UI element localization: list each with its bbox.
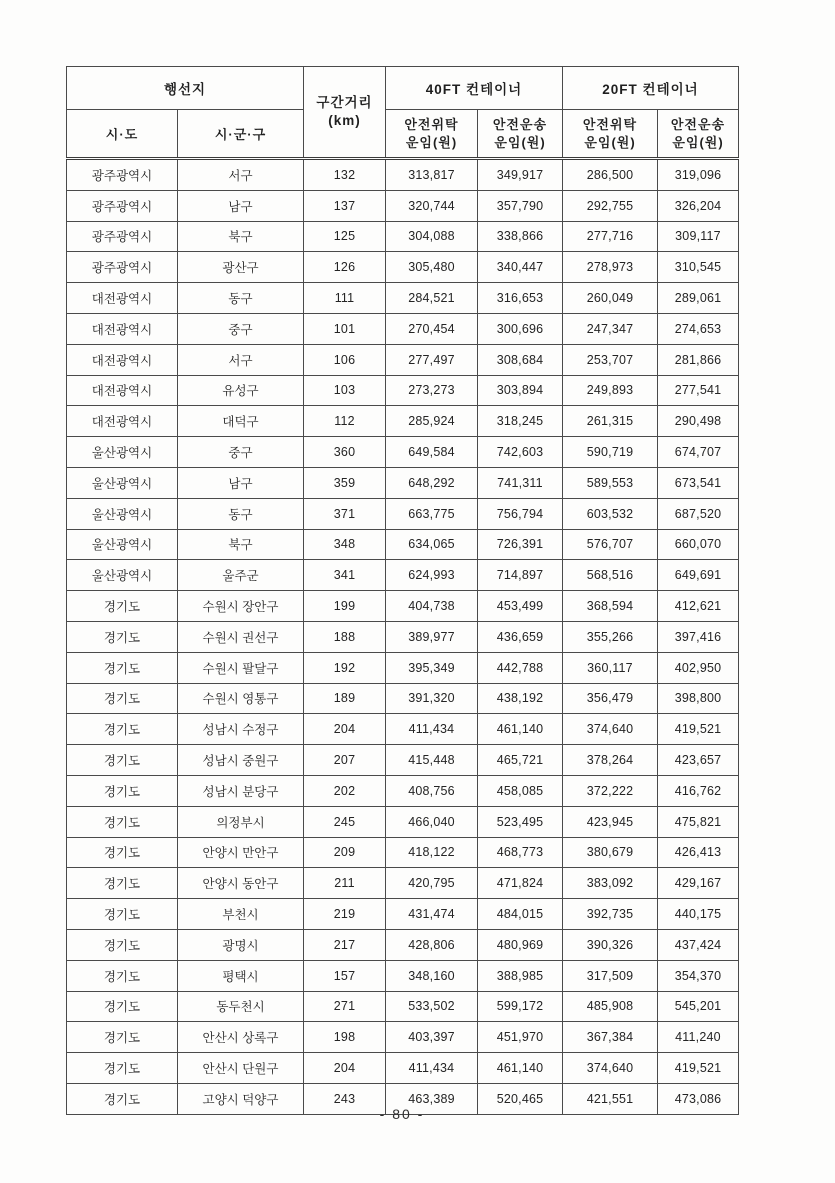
cell-province: 대전광역시 <box>67 283 178 314</box>
cell-20ft-transport-fare: 673,541 <box>658 467 739 498</box>
table-body <box>67 159 739 1115</box>
cell-40ft-transport-fare: 453,499 <box>478 591 563 622</box>
cell-province: 대전광역시 <box>67 344 178 375</box>
cell-distance: 198 <box>304 1022 386 1053</box>
cell-district: 성남시 분당구 <box>178 775 304 806</box>
cell-district: 동구 <box>178 498 304 529</box>
cell-province: 경기도 <box>67 929 178 960</box>
cell-distance: 188 <box>304 621 386 652</box>
cell-40ft-transport-fare: 742,603 <box>478 437 563 468</box>
cell-40ft-consign-fare: 320,744 <box>386 190 478 221</box>
cell-province: 경기도 <box>67 1083 178 1114</box>
cell-40ft-consign-fare: 348,160 <box>386 960 478 991</box>
cell-20ft-transport-fare: 397,416 <box>658 621 739 652</box>
cell-20ft-consign-fare: 423,945 <box>563 806 658 837</box>
table-row <box>67 929 739 960</box>
cell-province: 광주광역시 <box>67 221 178 252</box>
cell-district: 의정부시 <box>178 806 304 837</box>
cell-40ft-transport-fare: 484,015 <box>478 899 563 930</box>
cell-40ft-transport-fare: 523,495 <box>478 806 563 837</box>
cell-40ft-consign-fare: 284,521 <box>386 283 478 314</box>
cell-40ft-consign-fare: 411,434 <box>386 1053 478 1084</box>
cell-district: 북구 <box>178 529 304 560</box>
header-40ft-transport-line1: 안전운송 <box>492 116 548 132</box>
cell-distance: 111 <box>304 283 386 314</box>
cell-distance: 371 <box>304 498 386 529</box>
cell-distance: 106 <box>304 344 386 375</box>
cell-province: 경기도 <box>67 1053 178 1084</box>
cell-40ft-transport-fare: 756,794 <box>478 498 563 529</box>
cell-20ft-consign-fare: 355,266 <box>563 621 658 652</box>
cell-40ft-consign-fare: 408,756 <box>386 775 478 806</box>
table-row <box>67 344 739 375</box>
cell-district: 성남시 수정구 <box>178 714 304 745</box>
cell-province: 경기도 <box>67 1022 178 1053</box>
cell-40ft-transport-fare: 338,866 <box>478 221 563 252</box>
cell-20ft-consign-fare: 374,640 <box>563 714 658 745</box>
cell-40ft-consign-fare: 463,389 <box>386 1083 478 1114</box>
cell-distance: 204 <box>304 1053 386 1084</box>
cell-district: 중구 <box>178 437 304 468</box>
cell-40ft-consign-fare: 466,040 <box>386 806 478 837</box>
table-row <box>67 960 739 991</box>
header-province: 시·도 <box>67 110 178 159</box>
cell-distance: 219 <box>304 899 386 930</box>
cell-40ft-transport-fare: 461,140 <box>478 714 563 745</box>
cell-40ft-consign-fare: 624,993 <box>386 560 478 591</box>
cell-20ft-consign-fare: 317,509 <box>563 960 658 991</box>
cell-40ft-consign-fare: 533,502 <box>386 991 478 1022</box>
cell-20ft-transport-fare: 423,657 <box>658 745 739 776</box>
cell-40ft-consign-fare: 270,454 <box>386 313 478 344</box>
cell-20ft-consign-fare: 260,049 <box>563 283 658 314</box>
cell-20ft-transport-fare: 319,096 <box>658 159 739 191</box>
header-district: 시·군·구 <box>178 110 304 159</box>
cell-province: 울산광역시 <box>67 437 178 468</box>
cell-40ft-transport-fare: 451,970 <box>478 1022 563 1053</box>
cell-40ft-consign-fare: 285,924 <box>386 406 478 437</box>
cell-20ft-consign-fare: 372,222 <box>563 775 658 806</box>
cell-province: 경기도 <box>67 683 178 714</box>
header-20ft-container: 20FT 컨테이너 <box>563 67 739 110</box>
cell-distance: 189 <box>304 683 386 714</box>
table-row <box>67 406 739 437</box>
cell-20ft-transport-fare: 274,653 <box>658 313 739 344</box>
cell-distance: 112 <box>304 406 386 437</box>
table-row <box>67 283 739 314</box>
table-row <box>67 529 739 560</box>
cell-40ft-transport-fare: 726,391 <box>478 529 563 560</box>
cell-district: 수원시 권선구 <box>178 621 304 652</box>
cell-40ft-consign-fare: 431,474 <box>386 899 478 930</box>
cell-province: 경기도 <box>67 591 178 622</box>
cell-20ft-transport-fare: 660,070 <box>658 529 739 560</box>
cell-20ft-transport-fare: 309,117 <box>658 221 739 252</box>
table-row <box>67 621 739 652</box>
cell-20ft-transport-fare: 419,521 <box>658 714 739 745</box>
cell-20ft-transport-fare: 412,621 <box>658 591 739 622</box>
cell-province: 경기도 <box>67 868 178 899</box>
cell-20ft-transport-fare: 398,800 <box>658 683 739 714</box>
cell-20ft-transport-fare: 473,086 <box>658 1083 739 1114</box>
cell-distance: 359 <box>304 467 386 498</box>
cell-20ft-transport-fare: 277,541 <box>658 375 739 406</box>
cell-province: 울산광역시 <box>67 560 178 591</box>
table-row <box>67 683 739 714</box>
header-40ft-consign-line2: 운임(원) <box>405 134 458 150</box>
cell-40ft-consign-fare: 404,738 <box>386 591 478 622</box>
header-20ft-consign-line1: 안전위탁 <box>582 116 638 132</box>
cell-40ft-consign-fare: 663,775 <box>386 498 478 529</box>
cell-20ft-consign-fare: 380,679 <box>563 837 658 868</box>
cell-40ft-transport-fare: 458,085 <box>478 775 563 806</box>
cell-district: 중구 <box>178 313 304 344</box>
cell-20ft-consign-fare: 485,908 <box>563 991 658 1022</box>
cell-40ft-transport-fare: 480,969 <box>478 929 563 960</box>
cell-province: 경기도 <box>67 991 178 1022</box>
cell-40ft-transport-fare: 388,985 <box>478 960 563 991</box>
cell-province: 경기도 <box>67 621 178 652</box>
cell-20ft-consign-fare: 261,315 <box>563 406 658 437</box>
cell-distance: 245 <box>304 806 386 837</box>
header-40ft-consign-line1: 안전위탁 <box>404 116 459 132</box>
cell-20ft-transport-fare: 290,498 <box>658 406 739 437</box>
table-row <box>67 714 739 745</box>
table-row <box>67 775 739 806</box>
cell-district: 동구 <box>178 283 304 314</box>
cell-province: 광주광역시 <box>67 252 178 283</box>
cell-20ft-consign-fare: 360,117 <box>563 652 658 683</box>
header-40ft-transport-fare <box>478 110 563 159</box>
freight-rate-table <box>66 66 739 1115</box>
cell-20ft-consign-fare: 568,516 <box>563 560 658 591</box>
cell-40ft-transport-fare: 442,788 <box>478 652 563 683</box>
cell-distance: 204 <box>304 714 386 745</box>
cell-20ft-consign-fare: 367,384 <box>563 1022 658 1053</box>
header-40ft-transport-line2: 운임(원) <box>494 134 546 150</box>
cell-20ft-transport-fare: 416,762 <box>658 775 739 806</box>
cell-district: 수원시 장안구 <box>178 591 304 622</box>
cell-40ft-transport-fare: 349,917 <box>478 159 563 191</box>
cell-20ft-consign-fare: 603,532 <box>563 498 658 529</box>
cell-district: 광산구 <box>178 252 304 283</box>
cell-20ft-consign-fare: 590,719 <box>563 437 658 468</box>
cell-40ft-transport-fare: 308,684 <box>478 344 563 375</box>
cell-district: 서구 <box>178 344 304 375</box>
cell-40ft-transport-fare: 357,790 <box>478 190 563 221</box>
cell-20ft-consign-fare: 589,553 <box>563 467 658 498</box>
cell-province: 울산광역시 <box>67 498 178 529</box>
cell-40ft-transport-fare: 438,192 <box>478 683 563 714</box>
cell-province: 울산광역시 <box>67 529 178 560</box>
table-row <box>67 591 739 622</box>
cell-district: 유성구 <box>178 375 304 406</box>
table-row <box>67 190 739 221</box>
table-row <box>67 991 739 1022</box>
cell-40ft-consign-fare: 273,273 <box>386 375 478 406</box>
table-row <box>67 159 739 191</box>
cell-20ft-transport-fare: 429,167 <box>658 868 739 899</box>
cell-distance: 125 <box>304 221 386 252</box>
cell-40ft-consign-fare: 418,122 <box>386 837 478 868</box>
table-row <box>67 1053 739 1084</box>
cell-40ft-transport-fare: 468,773 <box>478 837 563 868</box>
cell-40ft-consign-fare: 313,817 <box>386 159 478 191</box>
cell-40ft-consign-fare: 277,497 <box>386 344 478 375</box>
cell-20ft-transport-fare: 545,201 <box>658 991 739 1022</box>
cell-district: 수원시 팔달구 <box>178 652 304 683</box>
cell-20ft-consign-fare: 378,264 <box>563 745 658 776</box>
cell-20ft-consign-fare: 286,500 <box>563 159 658 191</box>
table-row <box>67 221 739 252</box>
cell-distance: 341 <box>304 560 386 591</box>
cell-distance: 132 <box>304 159 386 191</box>
cell-district: 서구 <box>178 159 304 191</box>
cell-20ft-consign-fare: 374,640 <box>563 1053 658 1084</box>
header-distance-line2: (km) <box>328 113 361 128</box>
cell-40ft-transport-fare: 599,172 <box>478 991 563 1022</box>
cell-20ft-consign-fare: 392,735 <box>563 899 658 930</box>
cell-20ft-consign-fare: 356,479 <box>563 683 658 714</box>
cell-province: 경기도 <box>67 837 178 868</box>
cell-20ft-transport-fare: 354,370 <box>658 960 739 991</box>
header-40ft-consign-fare <box>386 110 478 159</box>
cell-district: 평택시 <box>178 960 304 991</box>
cell-distance: 101 <box>304 313 386 344</box>
cell-district: 안양시 만안구 <box>178 837 304 868</box>
cell-40ft-transport-fare: 741,311 <box>478 467 563 498</box>
cell-district: 광명시 <box>178 929 304 960</box>
cell-distance: 207 <box>304 745 386 776</box>
cell-district: 안산시 상록구 <box>178 1022 304 1053</box>
table-row <box>67 467 739 498</box>
cell-40ft-transport-fare: 300,696 <box>478 313 563 344</box>
table-row <box>67 899 739 930</box>
cell-40ft-consign-fare: 305,480 <box>386 252 478 283</box>
cell-20ft-consign-fare: 247,347 <box>563 313 658 344</box>
table-row <box>67 375 739 406</box>
cell-40ft-transport-fare: 303,894 <box>478 375 563 406</box>
cell-40ft-consign-fare: 428,806 <box>386 929 478 960</box>
cell-40ft-consign-fare: 411,434 <box>386 714 478 745</box>
cell-20ft-transport-fare: 310,545 <box>658 252 739 283</box>
cell-20ft-consign-fare: 253,707 <box>563 344 658 375</box>
cell-distance: 348 <box>304 529 386 560</box>
cell-district: 고양시 덕양구 <box>178 1083 304 1114</box>
cell-province: 경기도 <box>67 745 178 776</box>
cell-20ft-consign-fare: 390,326 <box>563 929 658 960</box>
cell-distance: 157 <box>304 960 386 991</box>
cell-40ft-transport-fare: 465,721 <box>478 745 563 776</box>
cell-20ft-transport-fare: 281,866 <box>658 344 739 375</box>
cell-district: 남구 <box>178 467 304 498</box>
cell-20ft-consign-fare: 383,092 <box>563 868 658 899</box>
cell-40ft-consign-fare: 395,349 <box>386 652 478 683</box>
cell-40ft-consign-fare: 304,088 <box>386 221 478 252</box>
cell-district: 수원시 영통구 <box>178 683 304 714</box>
page-number: - 80 - <box>379 1106 425 1122</box>
cell-40ft-consign-fare: 648,292 <box>386 467 478 498</box>
cell-distance: 126 <box>304 252 386 283</box>
cell-40ft-transport-fare: 714,897 <box>478 560 563 591</box>
cell-40ft-transport-fare: 436,659 <box>478 621 563 652</box>
cell-40ft-consign-fare: 634,065 <box>386 529 478 560</box>
cell-distance: 202 <box>304 775 386 806</box>
cell-distance: 217 <box>304 929 386 960</box>
cell-province: 경기도 <box>67 652 178 683</box>
table-row <box>67 806 739 837</box>
cell-distance: 243 <box>304 1083 386 1114</box>
cell-40ft-transport-fare: 520,465 <box>478 1083 563 1114</box>
cell-40ft-transport-fare: 461,140 <box>478 1053 563 1084</box>
header-distance <box>304 67 386 159</box>
cell-20ft-transport-fare: 687,520 <box>658 498 739 529</box>
table-row <box>67 437 739 468</box>
cell-distance: 199 <box>304 591 386 622</box>
table-row <box>67 745 739 776</box>
cell-province: 대전광역시 <box>67 313 178 344</box>
cell-20ft-transport-fare: 437,424 <box>658 929 739 960</box>
cell-province: 경기도 <box>67 775 178 806</box>
header-40ft-container: 40FT 컨테이너 <box>386 67 563 110</box>
header-20ft-transport-line1: 안전운송 <box>670 116 726 132</box>
cell-20ft-consign-fare: 421,551 <box>563 1083 658 1114</box>
cell-distance: 271 <box>304 991 386 1022</box>
cell-distance: 360 <box>304 437 386 468</box>
cell-40ft-consign-fare: 415,448 <box>386 745 478 776</box>
cell-20ft-transport-fare: 402,950 <box>658 652 739 683</box>
header-destination: 행선지 <box>67 67 304 110</box>
header-distance-line1: 구간거리 <box>316 94 373 110</box>
header-20ft-consign-line2: 운임(원) <box>584 134 636 150</box>
cell-20ft-transport-fare: 426,413 <box>658 837 739 868</box>
cell-province: 대전광역시 <box>67 406 178 437</box>
cell-40ft-transport-fare: 471,824 <box>478 868 563 899</box>
cell-20ft-consign-fare: 576,707 <box>563 529 658 560</box>
cell-province: 광주광역시 <box>67 190 178 221</box>
cell-distance: 209 <box>304 837 386 868</box>
cell-district: 성남시 중원구 <box>178 745 304 776</box>
cell-province: 광주광역시 <box>67 159 178 191</box>
table-row <box>67 1022 739 1053</box>
cell-province: 경기도 <box>67 714 178 745</box>
cell-district: 부천시 <box>178 899 304 930</box>
cell-district: 안양시 동안구 <box>178 868 304 899</box>
cell-20ft-transport-fare: 440,175 <box>658 899 739 930</box>
cell-40ft-consign-fare: 391,320 <box>386 683 478 714</box>
cell-distance: 103 <box>304 375 386 406</box>
table-row <box>67 498 739 529</box>
cell-district: 대덕구 <box>178 406 304 437</box>
cell-district: 울주군 <box>178 560 304 591</box>
cell-district: 안산시 단원구 <box>178 1053 304 1084</box>
cell-province: 경기도 <box>67 899 178 930</box>
cell-province: 경기도 <box>67 960 178 991</box>
cell-20ft-transport-fare: 674,707 <box>658 437 739 468</box>
table-row <box>67 313 739 344</box>
cell-district: 북구 <box>178 221 304 252</box>
cell-40ft-transport-fare: 340,447 <box>478 252 563 283</box>
cell-40ft-transport-fare: 318,245 <box>478 406 563 437</box>
table-header <box>67 67 739 159</box>
cell-20ft-consign-fare: 292,755 <box>563 190 658 221</box>
cell-20ft-transport-fare: 419,521 <box>658 1053 739 1084</box>
cell-20ft-consign-fare: 368,594 <box>563 591 658 622</box>
cell-20ft-transport-fare: 649,691 <box>658 560 739 591</box>
cell-district: 동두천시 <box>178 991 304 1022</box>
cell-province: 울산광역시 <box>67 467 178 498</box>
table-row <box>67 868 739 899</box>
table-row <box>67 652 739 683</box>
table-row <box>67 837 739 868</box>
cell-40ft-consign-fare: 389,977 <box>386 621 478 652</box>
cell-province: 대전광역시 <box>67 375 178 406</box>
cell-district: 남구 <box>178 190 304 221</box>
cell-20ft-consign-fare: 249,893 <box>563 375 658 406</box>
cell-20ft-transport-fare: 326,204 <box>658 190 739 221</box>
cell-40ft-consign-fare: 403,397 <box>386 1022 478 1053</box>
cell-20ft-consign-fare: 278,973 <box>563 252 658 283</box>
cell-distance: 211 <box>304 868 386 899</box>
cell-20ft-transport-fare: 475,821 <box>658 806 739 837</box>
header-20ft-transport-fare <box>658 110 739 159</box>
cell-distance: 137 <box>304 190 386 221</box>
table-row <box>67 252 739 283</box>
cell-40ft-consign-fare: 649,584 <box>386 437 478 468</box>
table-row <box>67 560 739 591</box>
cell-40ft-consign-fare: 420,795 <box>386 868 478 899</box>
cell-20ft-transport-fare: 289,061 <box>658 283 739 314</box>
cell-distance: 192 <box>304 652 386 683</box>
cell-20ft-transport-fare: 411,240 <box>658 1022 739 1053</box>
header-20ft-consign-fare <box>563 110 658 159</box>
cell-20ft-consign-fare: 277,716 <box>563 221 658 252</box>
cell-40ft-transport-fare: 316,653 <box>478 283 563 314</box>
header-20ft-transport-line2: 운임(원) <box>672 134 724 150</box>
cell-province: 경기도 <box>67 806 178 837</box>
